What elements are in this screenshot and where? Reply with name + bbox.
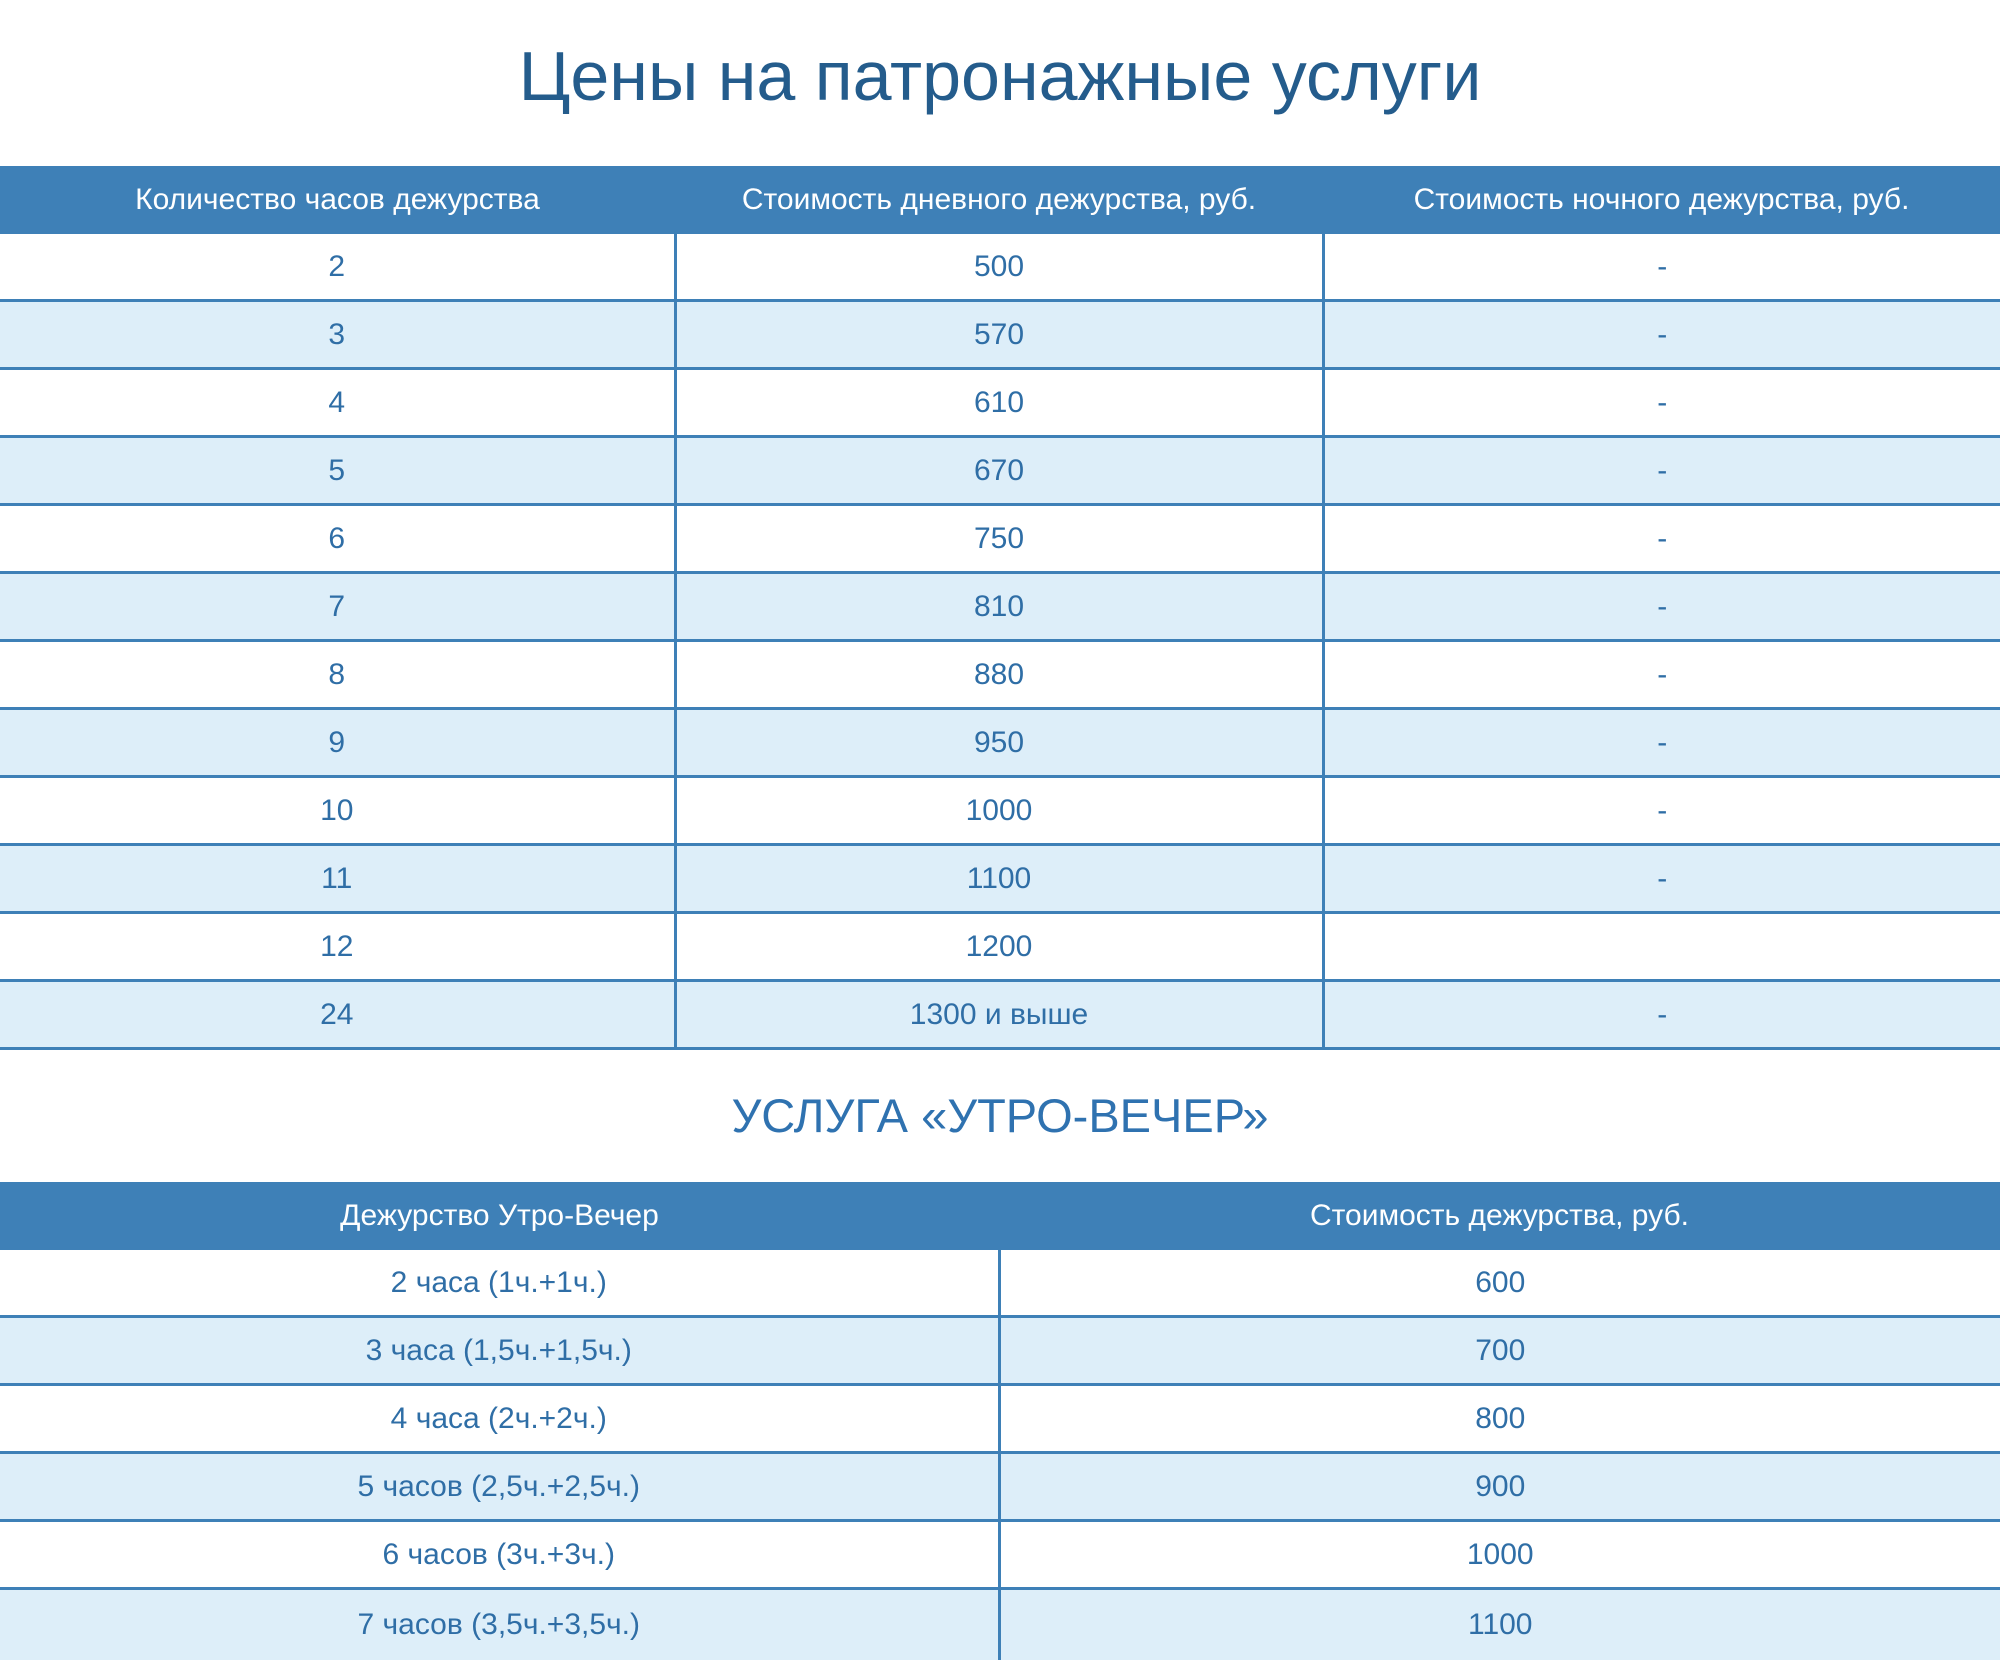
- price-cell: 900: [999, 1453, 2000, 1521]
- hours-cell: 8: [0, 641, 675, 709]
- table-row: [0, 301, 2000, 369]
- day-price-cell: 750: [675, 505, 1323, 573]
- hours-cell: 12: [0, 913, 675, 981]
- price-cell: 700: [999, 1317, 2000, 1385]
- hours-cell: 3: [0, 301, 675, 369]
- hours-cell: 9: [0, 709, 675, 777]
- table-row: [0, 437, 2000, 505]
- duty-price-table: [0, 166, 2000, 1050]
- duty-duration-cell: 5 часов (2,5ч.+2,5ч.): [0, 1453, 999, 1521]
- night-price-cell: -: [1323, 709, 2000, 777]
- hours-cell: 10: [0, 777, 675, 845]
- table-row: [0, 1385, 2000, 1453]
- table-row: [0, 709, 2000, 777]
- day-price-cell: 1000: [675, 777, 1323, 845]
- night-price-cell: -: [1323, 845, 2000, 913]
- night-price-cell: [1323, 913, 2000, 981]
- day-price-cell: 1200: [675, 913, 1323, 981]
- night-price-cell: -: [1323, 437, 2000, 505]
- day-price-cell: 1100: [675, 845, 1323, 913]
- table-row: [0, 1521, 2000, 1589]
- column-header-morning-evening: Дежурство Утро-Вечер: [0, 1182, 999, 1250]
- hours-cell: 6: [0, 505, 675, 573]
- duty-duration-cell: 2 часа (1ч.+1ч.): [0, 1250, 999, 1317]
- section-title: УСЛУГА «УТРО-ВЕЧЕР»: [731, 1089, 1269, 1142]
- hours-cell: 24: [0, 981, 675, 1049]
- night-price-cell: -: [1323, 234, 2000, 301]
- morning-evening-price-table: [0, 1182, 2000, 1660]
- table-row: [0, 641, 2000, 709]
- table-row: [0, 913, 2000, 981]
- day-price-cell: 810: [675, 573, 1323, 641]
- day-price-cell: 950: [675, 709, 1323, 777]
- price-cell: 1000: [999, 1521, 2000, 1589]
- table-row: [0, 777, 2000, 845]
- duty-duration-cell: 3 часа (1,5ч.+1,5ч.): [0, 1317, 999, 1385]
- night-price-cell: -: [1323, 573, 2000, 641]
- column-header-night-price: Стоимость ночного дежурства, руб.: [1323, 166, 2000, 234]
- morning-evening-table-body: [0, 1250, 2000, 1660]
- night-price-cell: -: [1323, 981, 2000, 1049]
- table-row: [0, 1317, 2000, 1385]
- night-price-cell: -: [1323, 505, 2000, 573]
- table-row: [0, 234, 2000, 301]
- day-price-cell: 1300 и выше: [675, 981, 1323, 1049]
- column-header-price: Стоимость дежурства, руб.: [999, 1182, 2000, 1250]
- table-row: [0, 1589, 2000, 1661]
- table-header-row: [0, 166, 2000, 234]
- day-price-cell: 500: [675, 234, 1323, 301]
- duty-duration-cell: 7 часов (3,5ч.+3,5ч.): [0, 1589, 999, 1661]
- table-row: [0, 369, 2000, 437]
- table-header-row: [0, 1182, 2000, 1250]
- night-price-cell: -: [1323, 641, 2000, 709]
- day-price-cell: 570: [675, 301, 1323, 369]
- table-row: [0, 573, 2000, 641]
- day-price-cell: 880: [675, 641, 1323, 709]
- duty-duration-cell: 4 часа (2ч.+2ч.): [0, 1385, 999, 1453]
- column-header-hours: Количество часов дежурства: [0, 166, 675, 234]
- table-row: [0, 845, 2000, 913]
- table-row: [0, 1453, 2000, 1521]
- hours-cell: 2: [0, 234, 675, 301]
- price-cell: 600: [999, 1250, 2000, 1317]
- duty-table-body: [0, 234, 2000, 1049]
- table-row: [0, 981, 2000, 1049]
- hours-cell: 7: [0, 573, 675, 641]
- night-price-cell: -: [1323, 369, 2000, 437]
- price-cell: 1100: [999, 1589, 2000, 1661]
- day-price-cell: 670: [675, 437, 1323, 505]
- hours-cell: 11: [0, 845, 675, 913]
- price-cell: 800: [999, 1385, 2000, 1453]
- hours-cell: 5: [0, 437, 675, 505]
- night-price-cell: -: [1323, 777, 2000, 845]
- table-row: [0, 1250, 2000, 1317]
- hours-cell: 4: [0, 369, 675, 437]
- night-price-cell: -: [1323, 301, 2000, 369]
- page-title: Цены на патронажные услуги: [518, 37, 1482, 115]
- column-header-day-price: Стоимость дневного дежурства, руб.: [675, 166, 1323, 234]
- day-price-cell: 610: [675, 369, 1323, 437]
- table-row: [0, 505, 2000, 573]
- duty-duration-cell: 6 часов (3ч.+3ч.): [0, 1521, 999, 1589]
